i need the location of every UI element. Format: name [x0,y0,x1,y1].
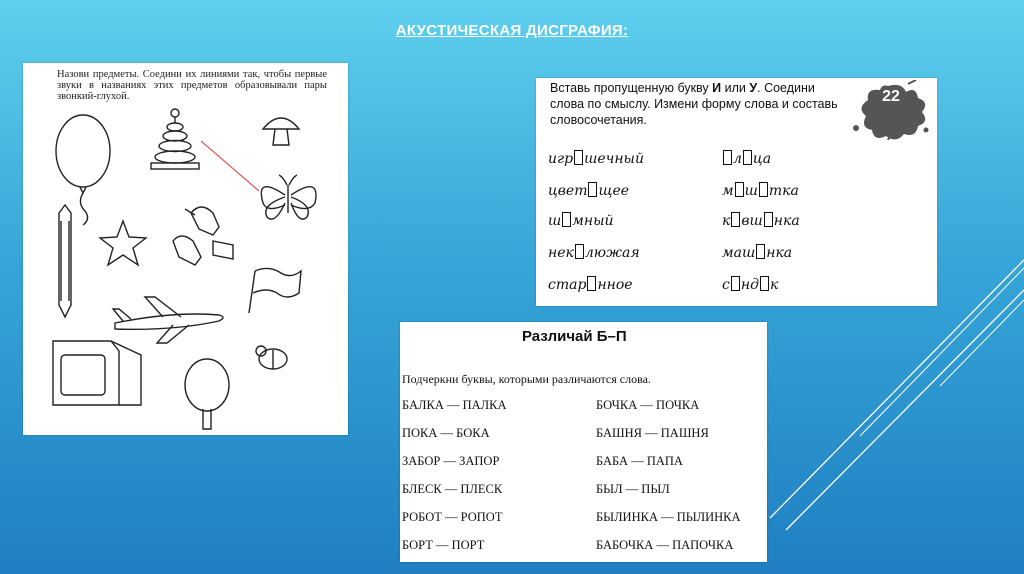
word-pair: БАБОЧКА — ПАПОЧКА [596,538,734,552]
worksheet-title: Различай Б–П [522,328,627,345]
blank-box [575,244,584,259]
butterfly-icon [261,175,316,219]
word-left-2: цвет щее [548,183,630,199]
instruction-text-2: или [721,81,750,95]
word-pair: БАШНЯ — ПАШНЯ [596,426,709,440]
worksheet-instruction: Назови предметы. Соедини их линиями так, чтобы первые звуки в названиях этих предметов образовывали пары звонкий-глухой. [57,69,327,102]
balloon-icon [56,115,110,225]
blank-box [756,244,765,259]
blank-box [759,182,768,197]
pyramid-toy-icon [151,109,199,169]
picture-matching-worksheet [23,63,348,435]
insert-letter-instruction [550,80,850,128]
pencil-icon [59,205,71,317]
blank-box [562,212,571,227]
blank-box [574,150,583,165]
letter-u: У [749,81,758,95]
connector-line [201,141,259,191]
word-pair: БЫЛИНКА — ПЫЛИНКА [596,510,741,524]
word-left-1: игр шечный [548,151,644,167]
mittens-icon [173,207,233,265]
instruction-text-1: Вставь пропущенную букву [550,81,713,95]
instruction-text-3: . Соедини слова по смыслу. Измени форму слова и составь словосочетания. [550,81,838,127]
word-right-5: с нд к [722,277,779,293]
word-left-3: ш мный [548,213,614,229]
star-icon [100,221,146,265]
word-pair: БАЛКА — ПАЛКА [402,398,507,412]
flag-icon [249,268,301,313]
word-pair: ЗАБОР — ЗАПОР [402,454,500,468]
blank-box [731,212,740,227]
worksheet-instruction: Подчеркни буквы, которыми различаются слова. [402,372,651,386]
word-pair: ПОКА — БОКА [402,426,490,440]
blank-box [760,276,769,291]
insert-letter-worksheet [536,78,937,306]
word-pair: БОРТ — ПОРТ [402,538,485,552]
bug-icon [256,346,287,369]
word-pair: БЫЛ — ПЫЛ [596,482,670,496]
tv-icon [53,341,141,405]
word-left-4: нек люжая [548,245,640,261]
word-right-2: м ш тка [722,183,799,199]
airplane-icon [113,297,223,343]
word-pair: БЛЕСК — ПЛЕСК [402,482,503,496]
word-pair: РОБОТ — РОПОТ [402,510,503,524]
blank-box [743,150,752,165]
word-right-4: маш нка [722,245,793,261]
word-right-3: к вш нка [722,213,800,229]
b-p-distinction-worksheet [400,322,767,562]
worksheet-pictures [23,63,348,435]
exercise-number: 22 [882,88,900,105]
blank-box [587,276,596,291]
blank-box [731,276,740,291]
word-left-5: стар нное [548,277,633,293]
blank-box [588,182,597,197]
blank-box [723,150,732,165]
word-pair: БОЧКА — ПОЧКА [596,398,700,412]
letter-i: И [712,81,722,95]
word-right-1: л ца [722,150,771,167]
blank-box [764,212,773,227]
mushroom-icon [263,118,299,145]
tree-icon [185,359,229,429]
slide-title: АКУСТИЧЕСКАЯ ДИСГРАФИЯ: [395,22,629,39]
blank-box [735,182,744,197]
word-pair: БАБА — ПАПА [596,454,683,468]
